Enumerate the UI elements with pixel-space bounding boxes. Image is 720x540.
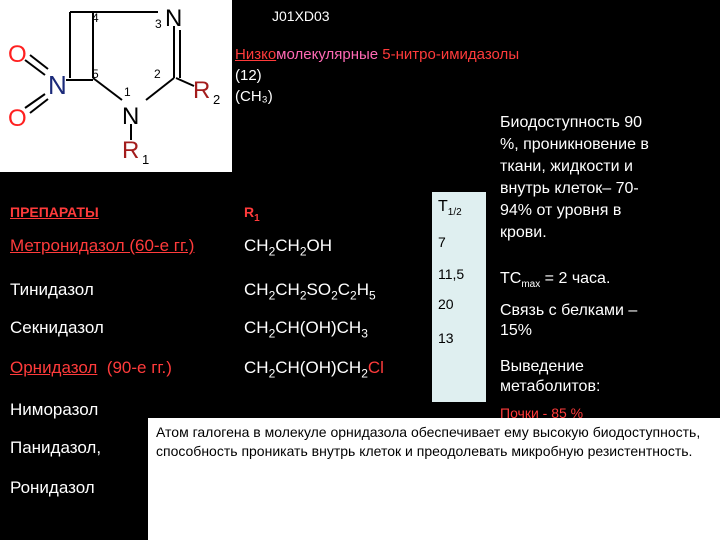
drug-nimorazole: Ниморазол: [10, 400, 99, 419]
tc-value: = 2 часа.: [540, 270, 611, 287]
bond-n-o-upper: [25, 60, 45, 75]
r1-sub: 2: [268, 244, 276, 259]
r1-part: CH: [275, 236, 300, 255]
bond-c2-n1: [146, 78, 174, 100]
bio-line: %, проникновение в: [500, 136, 649, 153]
title-part-nitroimidazoles: 5-нитро-имидазолы: [378, 46, 520, 63]
t-subscript: 1/2: [447, 207, 462, 219]
atc-code: J01XD03: [272, 8, 330, 24]
atom-n1: N: [122, 103, 140, 130]
r1-tinidazole: [244, 280, 376, 302]
atom-o-upper: O: [8, 41, 27, 68]
r1-part: SO: [306, 280, 332, 299]
r1-sub: 2: [299, 244, 307, 259]
r1-sub: 2: [268, 288, 276, 303]
ring-position-3: 3: [155, 17, 162, 31]
ornidazole-name: Орнидазол: [10, 358, 98, 377]
column-header-drugs: ПРЕПАРАТЫ: [10, 204, 99, 220]
ring-position-2: 2: [154, 67, 161, 81]
r1-sub: 5: [369, 288, 376, 303]
tc-max: [500, 268, 610, 296]
drug-ornidazole: [10, 358, 172, 378]
r1-part: CH: [275, 280, 300, 299]
pharmacokinetics-panel: [490, 112, 714, 404]
drug-panidazole: Панидазол,: [10, 438, 102, 457]
r1-metronidazole: [244, 236, 332, 258]
excretion: Выведение: [500, 358, 584, 375]
r1-part: CH: [244, 280, 269, 299]
r1-part: CH: [244, 236, 269, 255]
r1-part: CH: [244, 358, 269, 377]
excretion-kidneys-partial: Почки - 85 %: [500, 406, 584, 418]
title-count: (12): [235, 67, 262, 84]
halogen-note: [148, 418, 720, 540]
tc-label: ТС: [500, 270, 522, 287]
ring-position-1: 1: [124, 85, 131, 99]
bio-line: Биодоступность 90: [500, 114, 643, 131]
r1-part: CH(OH)CH: [275, 318, 362, 337]
nitroimidazole-structure: [0, 0, 232, 172]
ring-position-4: 4: [92, 11, 99, 25]
r1-secnidazole: [244, 318, 368, 340]
drug-tinidazole: Тинидазол: [10, 280, 94, 299]
column-header-t-half: [438, 198, 462, 218]
halogen-note-text: Атом галогена в молекуле орнидазола обеспечивает ему высокую биодоступность, способность проникать внутрь клеток и преодолевать микробную резистентность.: [156, 424, 701, 459]
r1-chlorine: Cl: [367, 358, 384, 377]
r1-sub: 2: [299, 288, 307, 303]
atom-r1-subscript: 1: [142, 152, 150, 167]
r1-header-subscript: 1: [254, 212, 260, 224]
r1-part: C: [337, 280, 351, 299]
r1-sub: 3: [361, 326, 368, 341]
r1-sub: 2: [361, 366, 368, 381]
title-part-molecular: молекулярные: [276, 46, 379, 63]
r1-part: CH(OH)CH: [275, 358, 362, 377]
bio-line: 94% от уровня в: [500, 202, 622, 219]
t-half-secnidazole: 20: [438, 296, 454, 312]
bio-line: внутрь клеток– 70-: [500, 180, 639, 197]
r1-sub: 2: [268, 326, 276, 341]
r1-ornidazole: [244, 358, 384, 380]
ornidazole-era: (90-е гг.): [97, 358, 172, 377]
title-part-low: Низко: [235, 46, 277, 63]
drug-secnidazole: Секнидазол: [10, 318, 104, 337]
r1-sub: 2: [350, 288, 357, 303]
tc-subscript: max: [521, 279, 541, 291]
t-letter: T: [438, 198, 448, 215]
atom-n3: N: [165, 5, 183, 32]
t-half-ornidazole: 13: [438, 330, 454, 346]
bond-c2-r2: [176, 78, 194, 86]
drug-metronidazole: Метронидазол (60-е гг.): [10, 236, 195, 255]
slide-title: [235, 44, 519, 107]
atom-r2-subscript: 2: [213, 92, 221, 107]
column-header-r1: [244, 204, 260, 224]
ring-position-5: 5: [92, 67, 99, 81]
bio-line: ткани, жидкости и: [500, 158, 633, 175]
structure-panel: [0, 0, 232, 172]
t-half-metronidazole: 7: [438, 234, 446, 250]
r1-header-letter: R: [244, 204, 255, 220]
r1-part: H: [356, 280, 369, 299]
title-ch3: (CH₃): [235, 88, 273, 105]
r1-sub: 2: [268, 366, 276, 381]
bond-n-o-lower: [25, 94, 45, 108]
atom-r1: R: [122, 137, 140, 164]
r1-part: CH: [244, 318, 269, 337]
t-half-tinidazole: 11,5: [438, 266, 465, 282]
r1-part: OH: [306, 236, 332, 255]
atom-r2: R: [193, 77, 211, 104]
bond-c5-n1: [93, 78, 122, 100]
excretion-line2: метаболитов:: [500, 378, 601, 395]
protein-binding-value: 15%: [500, 322, 533, 339]
protein-binding: Связь с белками –: [500, 302, 638, 319]
atom-o-lower: O: [8, 105, 27, 132]
bio-line: крови.: [500, 224, 547, 241]
r1-sub: 2: [331, 288, 338, 303]
bond-n-o-lower-double: [30, 99, 48, 113]
drug-ronidazole: Ронидазол: [10, 478, 95, 497]
atom-n-nitro: N: [48, 70, 67, 100]
